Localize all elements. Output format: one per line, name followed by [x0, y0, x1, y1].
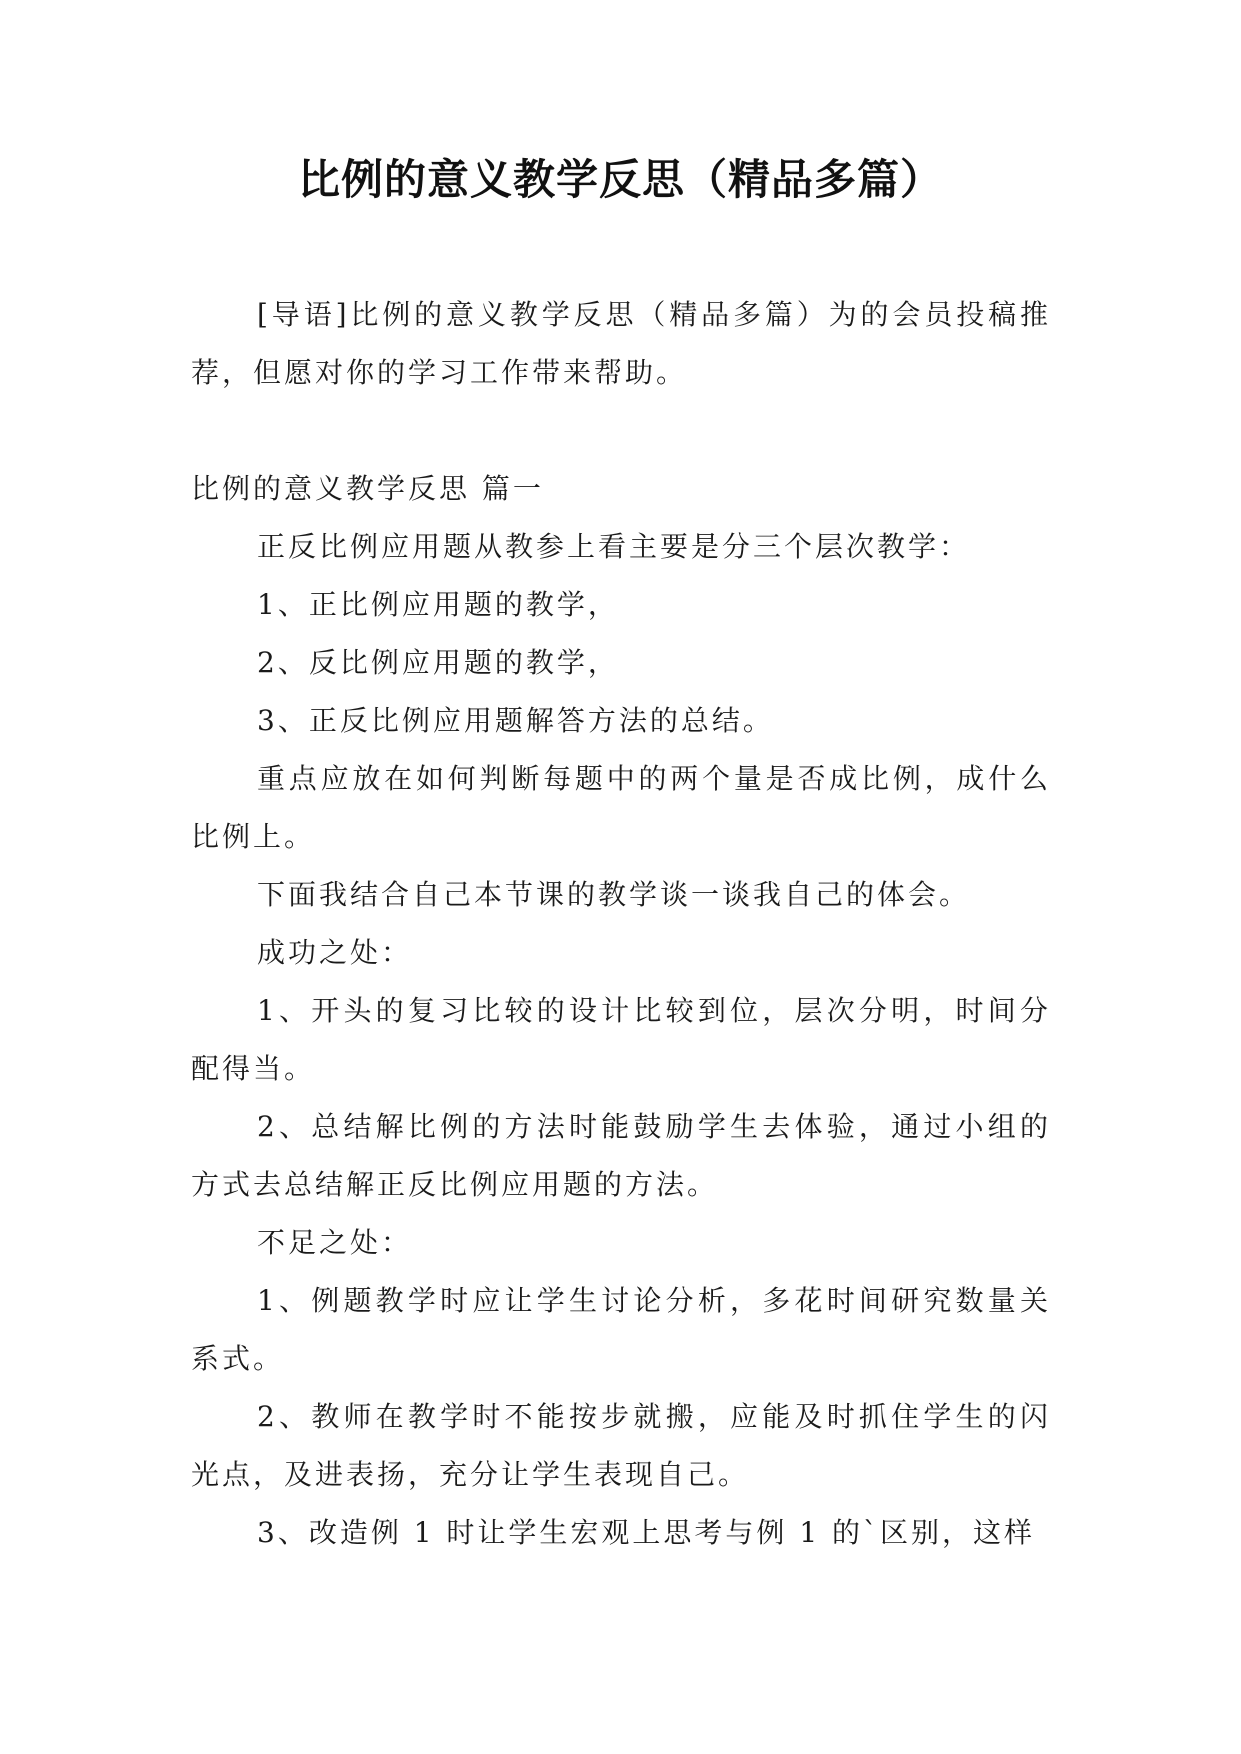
- body-paragraph: 不足之处：: [257, 1226, 413, 1259]
- body-paragraph: 1、开头的复习比较的设计比较到位，层次分明，时间分配得当。: [191, 994, 1051, 1085]
- body-paragraph: 3、正反比例应用题解答方法的总结。: [257, 704, 774, 737]
- section-heading: 比例的意义教学反思 篇一: [191, 472, 544, 505]
- body-paragraph: 成功之处：: [257, 936, 413, 969]
- body-paragraph: 1、正比例应用题的教学，: [257, 588, 619, 621]
- body-paragraph: 2、教师在教学时不能按步就搬，应能及时抓住学生的闪光点，及进表扬，充分让学生表现自己。: [191, 1400, 1051, 1491]
- body-paragraph: 3、改造例 1 时让学生宏观上思考与例 1 的`区别，这样: [257, 1516, 1036, 1549]
- document-title: 比例的意义教学反思（精品多篇）: [297, 155, 943, 204]
- body-paragraph: 2、总结解比例的方法时能鼓励学生去体验，通过小组的方式去总结解正反比例应用题的方法。: [191, 1110, 1051, 1201]
- document-body: [191, 286, 1051, 1562]
- body-paragraph: 1、例题教学时应让学生讨论分析，多花时间研究数量关系式。: [191, 1284, 1051, 1375]
- body-paragraph: 下面我结合自己本节课的教学谈一谈我自己的体会。: [257, 878, 971, 911]
- intro-paragraph: [导语]比例的意义教学反思（精品多篇）为的会员投稿推荐，但愿对你的学习工作带来帮助。: [191, 298, 1051, 389]
- body-paragraph: 重点应放在如何判断每题中的两个量是否成比例，成什么比例上。: [191, 762, 1051, 853]
- body-paragraph: 2、反比例应用题的教学，: [257, 646, 619, 679]
- body-paragraph: 正反比例应用题从教参上看主要是分三个层次教学：: [257, 530, 971, 563]
